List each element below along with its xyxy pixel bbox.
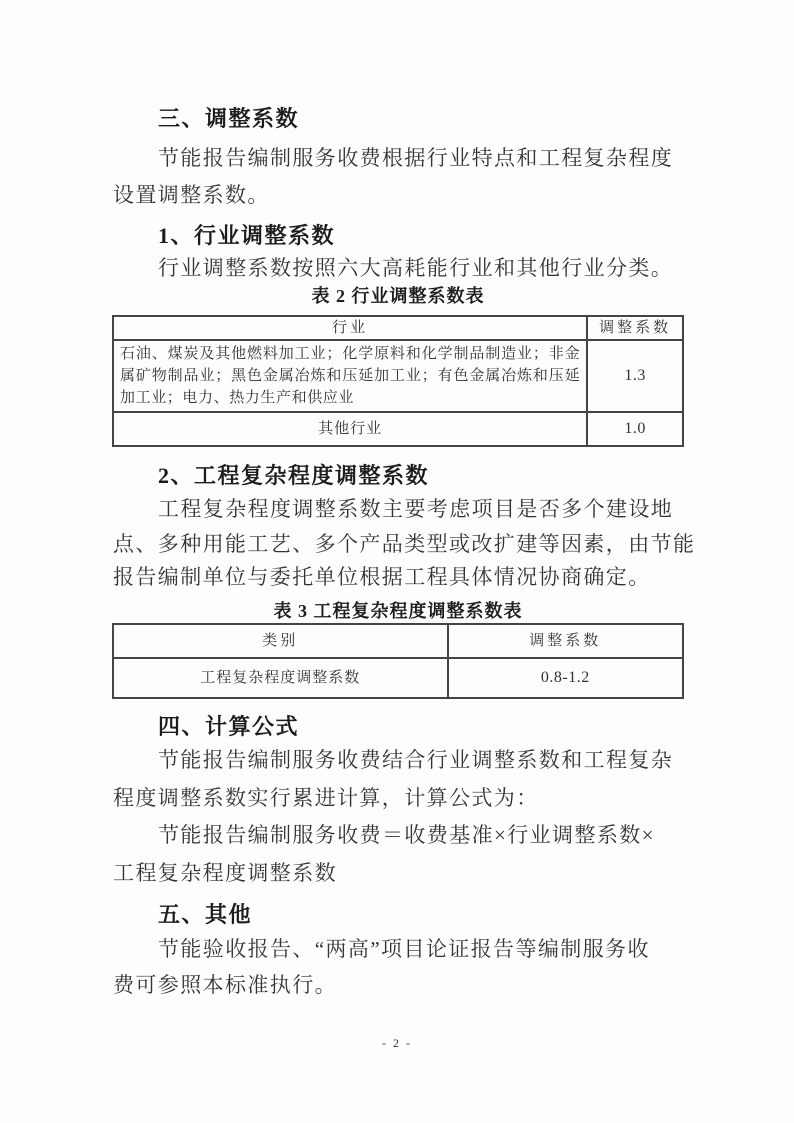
table3-cell-coeff: 0.8-1.2: [448, 658, 683, 698]
table2-cell-other-industry: 其他行业: [113, 412, 587, 446]
table2-cell-coeff-2: 1.0: [587, 412, 683, 446]
subsection-heading-complexity-coeff: 2、工程复杂程度调整系数: [158, 463, 430, 488]
section-heading-other: 五、其他: [158, 902, 253, 927]
page-number: - 2 -: [382, 1036, 412, 1050]
table2-caption: 表 2 行业调整系数表: [311, 286, 485, 306]
subsection-heading-industry-coeff: 1、行业调整系数: [158, 223, 336, 248]
table3-header-coeff: 调整系数: [448, 624, 683, 658]
paragraph-line: 点、多种用能工艺、多个产品类型或改扩建等因素，由节能: [113, 532, 696, 556]
paragraph-line: 节能报告编制服务收费根据行业特点和工程复杂程度: [158, 146, 674, 170]
table-row: [113, 412, 683, 446]
table2-header-industry: 行业: [113, 316, 587, 340]
table3-cell-category: 工程复杂程度调整系数: [113, 658, 448, 698]
table-row: [113, 340, 683, 412]
table-header-row: [113, 316, 683, 340]
paragraph-line: 费可参照本标准执行。: [113, 973, 337, 997]
paragraph-line: 报告编制单位与委托单位根据工程具体情况协商确定。: [113, 565, 651, 589]
table2-cell-coeff-1: 1.3: [587, 340, 683, 412]
table2-cell-industry-list: 石油、煤炭及其他燃料加工业；化学原料和化学制品制造业；非金属矿物制品业；黑色金属冶炼和压延加工业；有色金属冶炼和压延加工业；电力、热力生产和供应业: [113, 340, 587, 412]
table-header-row: [113, 624, 683, 658]
section-heading-formula: 四、计算公式: [158, 714, 300, 739]
table2-header-coeff: 调整系数: [587, 316, 683, 340]
paragraph-line: 行业调整系数按照六大高耗能行业和其他行业分类。: [158, 256, 674, 280]
formula-line: 工程复杂程度调整系数: [113, 861, 337, 885]
section-heading-adjustment: 三、调整系数: [158, 106, 300, 131]
table3-header-category: 类别: [113, 624, 448, 658]
paragraph-line: 程度调整系数实行累进计算，计算公式为：: [113, 786, 539, 810]
table3-caption: 表 3 工程复杂程度调整系数表: [273, 601, 523, 621]
paragraph-line: 节能验收报告、“两高”项目论证报告等编制服务收: [158, 937, 650, 961]
paragraph-line: 节能报告编制服务收费结合行业调整系数和工程复杂: [158, 748, 674, 772]
formula-line: 节能报告编制服务收费＝收费基准×行业调整系数×: [158, 823, 655, 847]
paragraph-line: 设置调整系数。: [113, 183, 270, 207]
complexity-coefficient-table: [112, 623, 684, 699]
industry-coefficient-table: [112, 315, 684, 447]
paragraph-line: 工程复杂程度调整系数主要考虑项目是否多个建设地: [158, 497, 674, 521]
table-row: [113, 658, 683, 698]
